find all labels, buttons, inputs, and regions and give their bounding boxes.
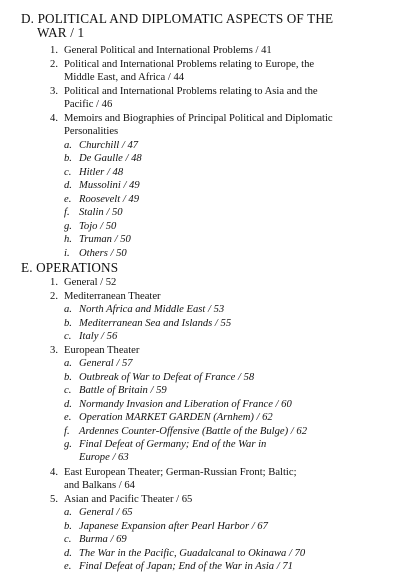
sub-item-letter: f. — [64, 426, 70, 437]
section-d-title: D. POLITICAL AND DIPLOMATIC ASPECTS OF THE — [21, 11, 334, 26]
sub-item-text: Roosevelt / 49 — [79, 194, 140, 205]
list-item-text-cont: Pacific / 46 — [64, 99, 113, 110]
sub-item-letter: b. — [64, 153, 72, 164]
list-item-text: General / 52 — [64, 277, 117, 288]
sub-item-text: Stalin / 50 — [79, 207, 123, 218]
item-number: 3. — [50, 345, 58, 356]
sub-item-letter: d. — [64, 548, 72, 559]
sub-item-text: Normandy Invasion and Liberation of France / 60 — [79, 399, 292, 410]
list-item-text: Political and International Problems relating to Asia and the — [64, 86, 318, 97]
sub-item-letter: b. — [64, 318, 72, 329]
list-item-text: General Political and International Problems / 41 — [64, 45, 272, 56]
sub-item-letter: c. — [64, 534, 72, 545]
sub-item-text: Mussolini / 49 — [79, 180, 140, 191]
sub-item-text: Others / 50 — [79, 248, 127, 259]
sub-item-text: General / 57 — [79, 358, 133, 369]
sub-item-letter: c. — [64, 331, 72, 342]
sub-item-text: Mediterranean Sea and Islands / 55 — [79, 318, 232, 329]
item-number: 2. — [50, 59, 58, 70]
section-d-title-cont: WAR / 1 — [37, 25, 85, 40]
sub-item-letter: i. — [64, 248, 70, 259]
sub-item-text: North Africa and Middle East / 53 — [79, 304, 225, 315]
sub-item-letter: c. — [64, 385, 72, 396]
list-item-text: East European Theater; German-Russian Front; Baltic; — [64, 467, 297, 478]
sub-item-letter: g. — [64, 439, 72, 450]
sub-item-text: Churchill / 47 — [79, 140, 139, 151]
sub-item-letter: f. — [64, 207, 70, 218]
item-number: 4. — [50, 467, 58, 478]
list-item-text-cont: and Balkans / 64 — [64, 480, 135, 491]
sub-item-text: Final Defeat of Japan; End of the War in Asia / 71 — [79, 561, 293, 572]
sub-item-text-cont: Europe / 63 — [79, 452, 129, 463]
sub-item-letter: a. — [64, 358, 72, 369]
list-item-text-cont: Personalities — [64, 126, 119, 137]
sub-item-letter: e. — [64, 412, 72, 423]
list-item-text: Political and International Problems relating to Europe, the — [64, 59, 315, 70]
sub-item-text: Japanese Expansion after Pearl Harbor / 67 — [79, 521, 268, 532]
sub-item-text: Italy / 56 — [79, 331, 118, 342]
sub-item-text: Hitler / 48 — [79, 167, 124, 178]
list-item-text: Memoirs and Biographies of Principal Political and Diplomatic — [64, 113, 333, 124]
sub-item-text: Tojo / 50 — [79, 221, 117, 232]
sub-item-text: De Gaulle / 48 — [79, 153, 142, 164]
sub-item-text: Burma / 69 — [79, 534, 127, 545]
sub-item-letter: c. — [64, 167, 72, 178]
sub-item-letter: d. — [64, 180, 72, 191]
sub-item-letter: b. — [64, 521, 72, 532]
list-item-text: Asian and Pacific Theater / 65 — [64, 494, 193, 505]
sub-item-text: General / 65 — [79, 507, 133, 518]
sub-item-letter: e. — [64, 561, 72, 572]
sub-item-text: Outbreak of War to Defeat of France / 58 — [79, 372, 255, 383]
sub-item-letter: b. — [64, 372, 72, 383]
sub-item-letter: g. — [64, 221, 72, 232]
item-number: 4. — [50, 113, 58, 124]
item-number: 3. — [50, 86, 58, 97]
sub-item-letter: d. — [64, 399, 72, 410]
sub-item-letter: a. — [64, 507, 72, 518]
list-item-text: Mediterranean Theater — [64, 291, 161, 302]
item-number: 2. — [50, 291, 58, 302]
sub-item-letter: h. — [64, 234, 72, 245]
list-item-text-cont: Middle East, and Africa / 44 — [64, 72, 185, 83]
section-e-title: E. OPERATIONS — [21, 260, 119, 275]
sub-item-text: Ardennes Counter-Offensive (Battle of the Bulge) / 62 — [79, 426, 307, 437]
item-number: 1. — [50, 45, 58, 56]
sub-item-text: Battle of Britain / 59 — [79, 385, 167, 396]
sub-item-letter: e. — [64, 194, 72, 205]
item-number: 1. — [50, 277, 58, 288]
item-number: 5. — [50, 494, 58, 505]
list-item-text: European Theater — [64, 345, 140, 356]
sub-item-letter: a. — [64, 304, 72, 315]
sub-item-text: Operation MARKET GARDEN (Arnhem) / 62 — [79, 412, 273, 423]
sub-item-text: The War in the Pacific, Guadalcanal to Okinawa / 70 — [79, 548, 306, 559]
sub-item-letter: a. — [64, 140, 72, 151]
sub-item-text: Final Defeat of Germany; End of the War in — [79, 439, 267, 450]
sub-item-text: Truman / 50 — [79, 234, 131, 245]
